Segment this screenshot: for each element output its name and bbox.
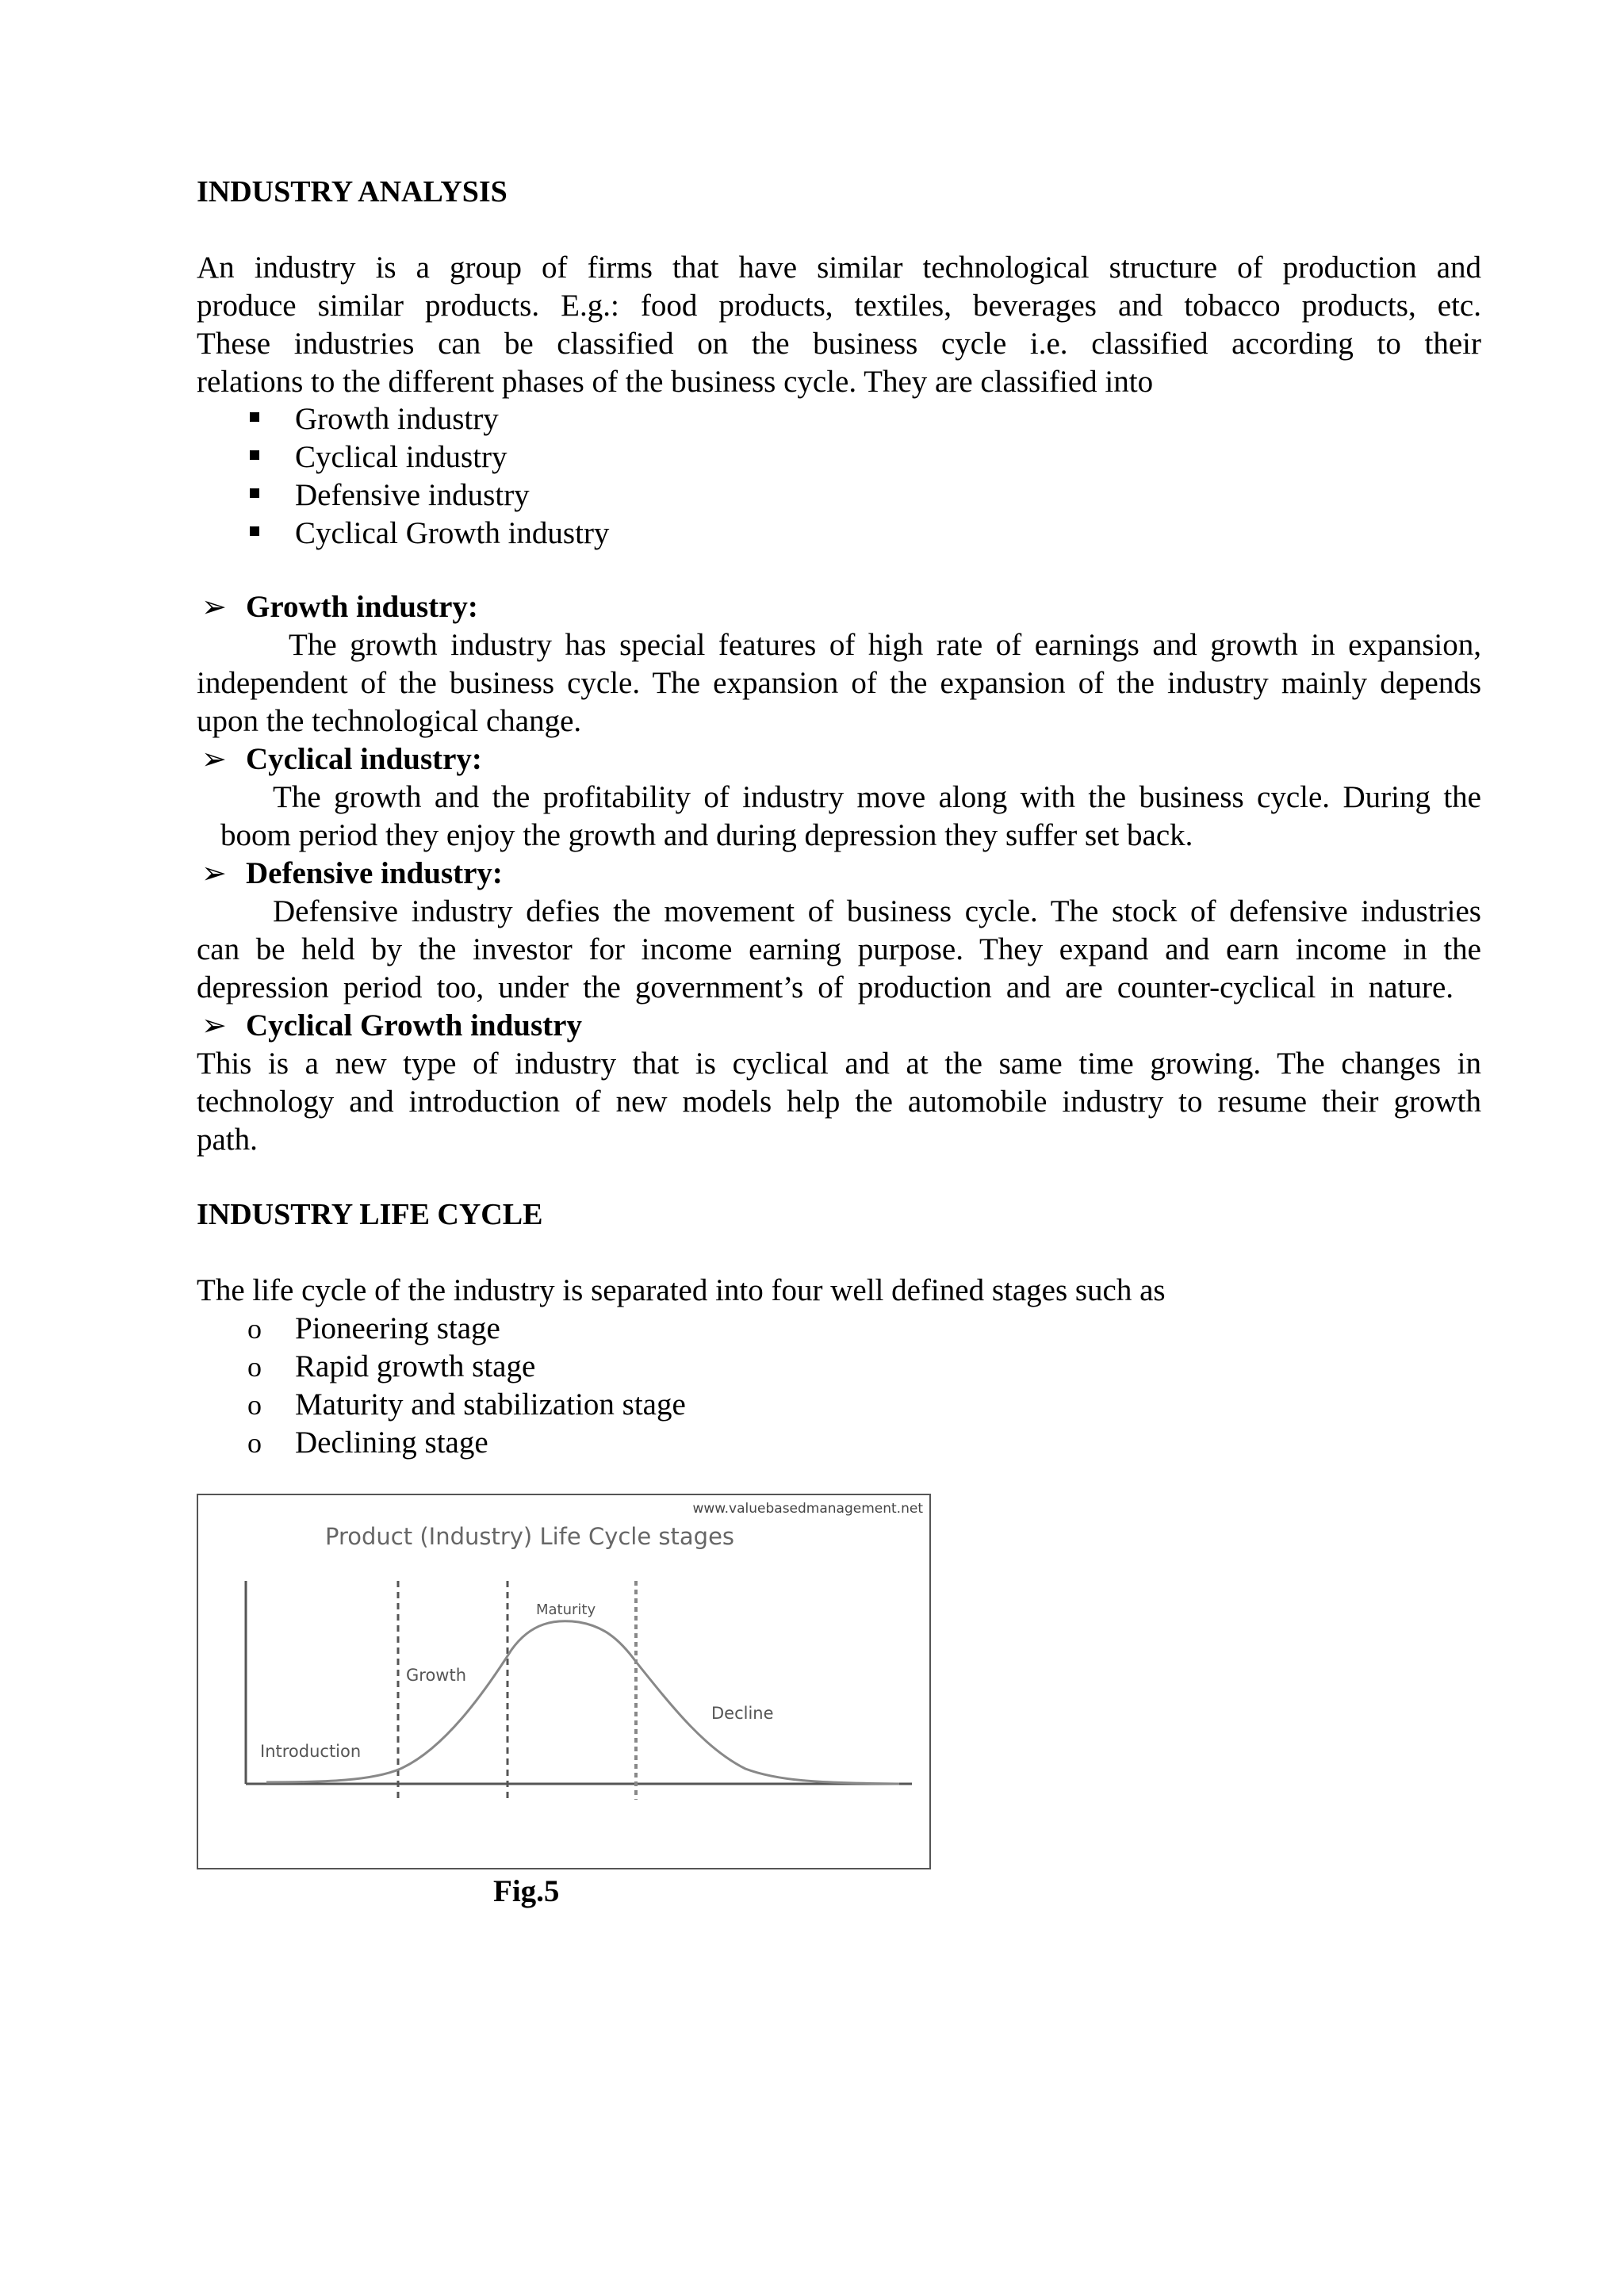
- intro-line-1: An industry is a group of firms that have similar technological structure of production and: [197, 251, 1481, 285]
- cyclical-line-1: The growth and the profitability of industry move along with the business cycle. During the: [273, 780, 1481, 814]
- figure-title: Product (Industry) Life Cycle stages: [325, 1523, 735, 1550]
- circle-bullet-icon: o: [247, 1427, 262, 1459]
- intro-line-4: relations to the different phases of the business cycle. They are classified into: [197, 365, 1154, 399]
- list-item: Cyclical industry: [295, 440, 508, 474]
- list-item: Pioneering stage: [295, 1311, 500, 1345]
- arrow-bullet-icon: ➢: [201, 591, 227, 624]
- figure-watermark: www.valuebasedmanagement.net: [692, 1501, 923, 1517]
- list-item: Maturity and stabilization stage: [295, 1387, 686, 1422]
- subsection-title-cyclical: Cyclical industry:: [246, 742, 482, 776]
- figure-caption: Fig.5: [493, 1874, 560, 1908]
- subsection-title-cyclical-growth: Cyclical Growth industry: [246, 1008, 582, 1043]
- square-bullet-icon: [250, 488, 259, 498]
- circle-bullet-icon: o: [247, 1389, 262, 1421]
- label-growth: Growth: [406, 1666, 467, 1685]
- growth-line-2: independent of the business cycle. The expansion of the expansion of the industry mainly depends: [197, 666, 1481, 700]
- list-item: Growth industry: [295, 402, 499, 436]
- defensive-line-2: can be held by the investor for income earning purpose. They expand and earn income in the: [197, 932, 1481, 966]
- life-cycle-curve: [266, 1621, 899, 1784]
- arrow-bullet-icon: ➢: [201, 1009, 227, 1043]
- cyclical-growth-line-3: path.: [197, 1123, 258, 1157]
- label-decline: Decline: [711, 1704, 774, 1723]
- growth-line-1: The growth industry has special features of high rate of earnings and growth in expansion,: [289, 628, 1481, 662]
- arrow-bullet-icon: ➢: [201, 743, 227, 776]
- defensive-line-1: Defensive industry defies the movement of business cycle. The stock of defensive industries: [273, 894, 1481, 928]
- list-item: Cyclical Growth industry: [295, 516, 610, 550]
- subsection-title-defensive: Defensive industry:: [246, 856, 503, 890]
- intro-line-3: These industries can be classified on the business cycle i.e. classified according to their: [197, 327, 1481, 361]
- list-item: Defensive industry: [295, 478, 530, 512]
- intro-line-2: produce similar products. E.g.: food products, textiles, beverages and tobacco products, etc.: [197, 289, 1481, 323]
- square-bullet-icon: [250, 526, 259, 536]
- circle-bullet-icon: o: [247, 1351, 262, 1383]
- circle-bullet-icon: o: [247, 1313, 262, 1345]
- life-cycle-figure: [197, 1494, 931, 1869]
- subsection-title-growth: Growth industry:: [246, 590, 478, 624]
- label-introduction: Introduction: [260, 1742, 362, 1761]
- life-cycle-intro: The life cycle of the industry is separated into four well defined stages such as: [197, 1273, 1166, 1307]
- label-maturity: Maturity: [536, 1601, 596, 1618]
- life-cycle-diagram: [198, 1495, 929, 1868]
- cyclical-growth-line-2: technology and introduction of new models help the automobile industry to resume their growth: [197, 1085, 1481, 1119]
- section-title-industry-analysis: INDUSTRY ANALYSIS: [197, 175, 508, 209]
- square-bullet-icon: [250, 450, 259, 460]
- square-bullet-icon: [250, 412, 259, 422]
- cyclical-growth-line-1: This is a new type of industry that is cyclical and at the same time growing. The changes in: [197, 1047, 1481, 1081]
- section-title-industry-life-cycle: INDUSTRY LIFE CYCLE: [197, 1198, 543, 1231]
- list-item: Declining stage: [295, 1425, 488, 1460]
- growth-line-3: upon the technological change.: [197, 704, 582, 738]
- arrow-bullet-icon: ➢: [201, 857, 227, 890]
- defensive-line-3: depression period too, under the government’s of production and are counter-cyclical in nature.: [197, 970, 1454, 1004]
- cyclical-line-2: boom period they enjoy the growth and during depression they suffer set back.: [220, 818, 1193, 852]
- list-item: Rapid growth stage: [295, 1349, 536, 1383]
